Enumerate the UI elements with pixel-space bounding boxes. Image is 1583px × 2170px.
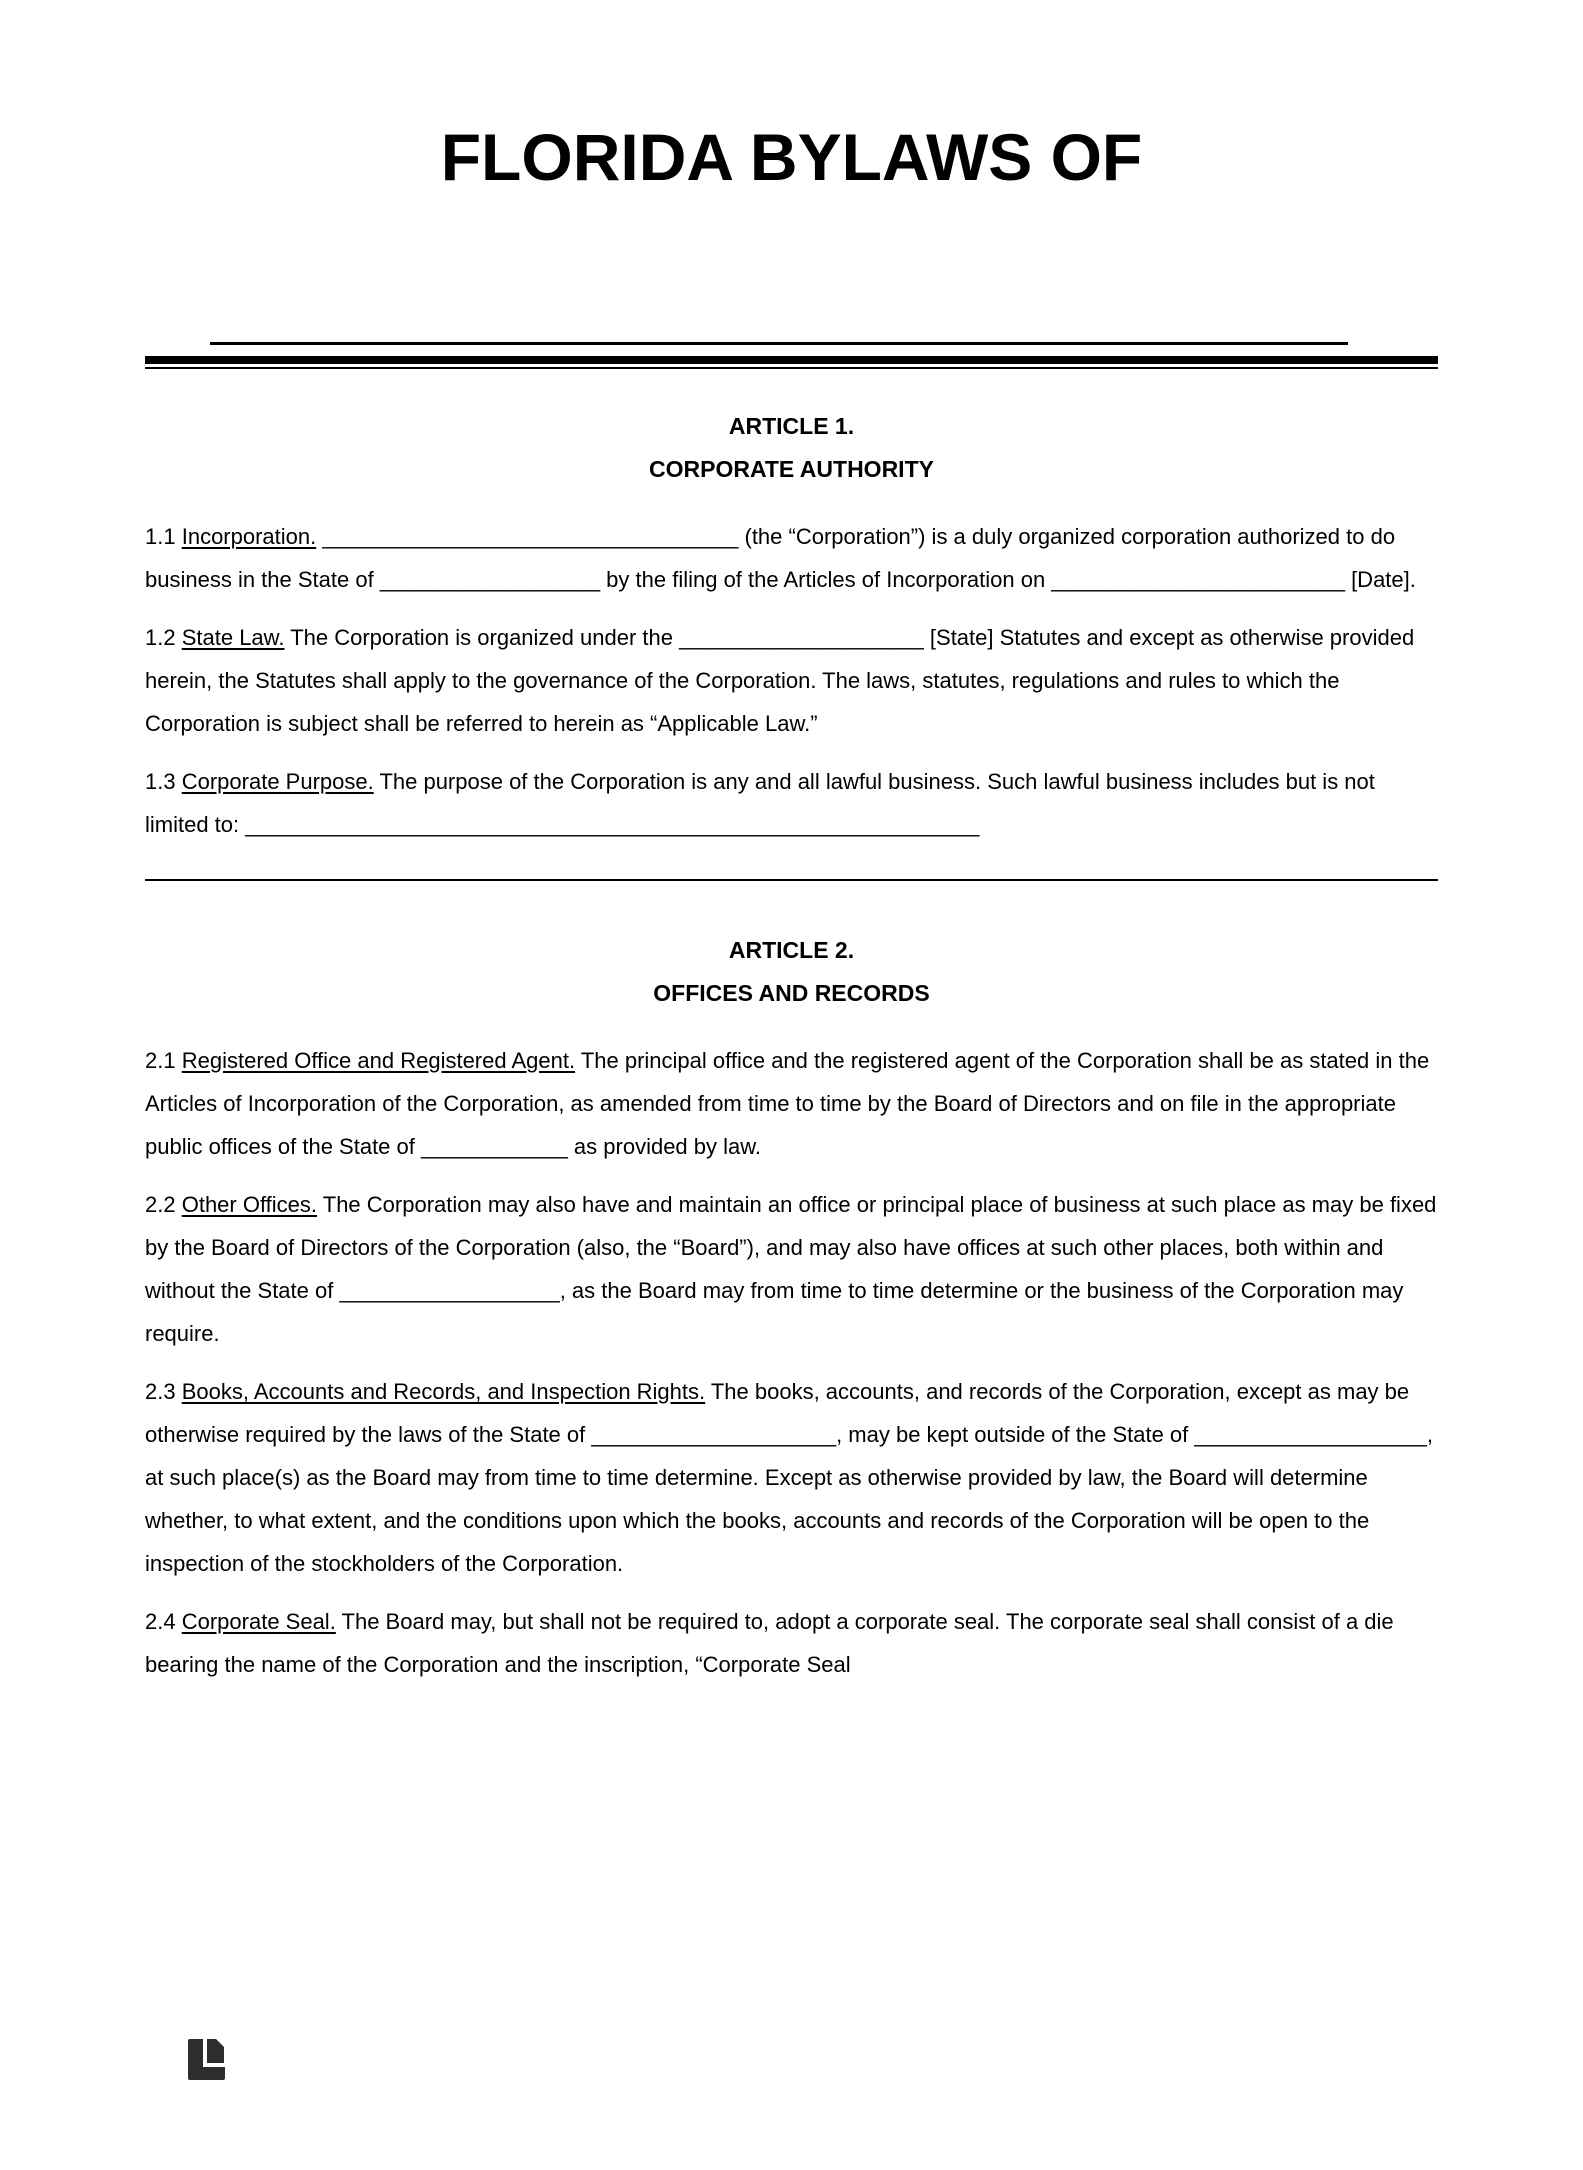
section-2-3-text: The books, accounts, and records of the Corporation, except as may be otherwise required by the laws of the State of ____________________, may be kept outside of the State of ___________________, at such place(s) as the Board may from time to time determine. Except as otherwise provided by law, the Board will determine whether, to what extent, and the conditions upon which the books, accounts and records of the Corporation will be open to the inspection of the stockholders of the Corporation.	[145, 1379, 1433, 1576]
divider-thin-line	[145, 367, 1438, 369]
section-1-1	[145, 515, 1438, 601]
section-2-3-label: Books, Accounts and Records, and Inspection Rights.	[181, 1379, 706, 1404]
section-1-2-label: State Law.	[181, 625, 285, 650]
article-2-number: ARTICLE 2.	[728, 937, 855, 963]
legal-templates-logo-icon	[188, 2039, 226, 2080]
section-2-4	[145, 1600, 1438, 1686]
section-1-2-text: The Corporation is organized under the ____________________ [State] Statutes and except as otherwise provided herein, the Statutes shall apply to the governance of the Corporation. The laws, statutes, regulations and rules to which the Corporation is subject shall be referred to herein as “Applicable Law.”	[145, 625, 1415, 736]
section-2-3-number: 2.3	[145, 1379, 176, 1404]
section-2-4-number: 2.4	[145, 1609, 176, 1634]
document-page	[0, 122, 1583, 1686]
section-1-3	[145, 760, 1438, 881]
section-2-2-number: 2.2	[145, 1192, 176, 1217]
corporate-purpose-blank-line[interactable]	[145, 879, 1438, 881]
section-2-3	[145, 1370, 1438, 1585]
article-2-title: OFFICES AND RECORDS	[653, 980, 930, 1006]
document-title: FLORIDA BYLAWS OF	[440, 120, 1143, 194]
section-2-1-text: The principal office and the registered agent of the Corporation shall be as stated in the Articles of Incorporation of the Corporation, as amended from time to time by the Board of Directors and on file in the appropriate public offices of the State of ____________ as provided by law.	[145, 1048, 1430, 1159]
section-2-2-label: Other Offices.	[181, 1192, 318, 1217]
section-1-2-number: 1.2	[145, 625, 176, 650]
company-name-blank[interactable]	[210, 342, 1348, 345]
section-2-1	[145, 1039, 1438, 1168]
section-1-1-text: __________________________________ (the “Corporation”) is a duly organized corporation authorized to do business in the State of __________________ by the filing of the Articles of Incorporation on ________________________ [Date].	[145, 524, 1416, 592]
divider-thick-line	[145, 356, 1438, 364]
legal-templates-logo	[188, 2039, 226, 2080]
section-1-3-text: The purpose of the Corporation is any and all lawful business. Such lawful business includes but is not limited to: ____________________________________________________________	[145, 769, 1375, 837]
section-1-3-number: 1.3	[145, 769, 176, 794]
section-2-1-number: 2.1	[145, 1048, 176, 1073]
article-1-number: ARTICLE 1.	[728, 413, 855, 439]
article-1-heading	[145, 405, 1438, 491]
title-divider	[145, 356, 1438, 369]
section-1-3-label: Corporate Purpose.	[181, 769, 374, 794]
section-2-1-label: Registered Office and Registered Agent.	[181, 1048, 576, 1073]
section-2-2-text: The Corporation may also have and maintain an office or principal place of business at such place as may be fixed by the Board of Directors of the Corporation (also, the “Board”), and may also have offices at such other places, both within and without the State of __________________, as the Board may from time to time determine or the business of the Corporation may require.	[145, 1192, 1437, 1346]
section-2-4-text: The Board may, but shall not be required to, adopt a corporate seal. The corporate seal shall consist of a die bearing the name of the Corporation and the inscription, “Corporate Seal	[145, 1609, 1394, 1677]
section-1-1-number: 1.1	[145, 524, 176, 549]
section-2-4-label: Corporate Seal.	[181, 1609, 336, 1634]
article-2-heading	[145, 929, 1438, 1015]
section-1-1-label: Incorporation.	[181, 524, 317, 549]
section-1-2	[145, 616, 1438, 745]
article-1-title: CORPORATE AUTHORITY	[649, 456, 934, 482]
section-2-2	[145, 1183, 1438, 1355]
